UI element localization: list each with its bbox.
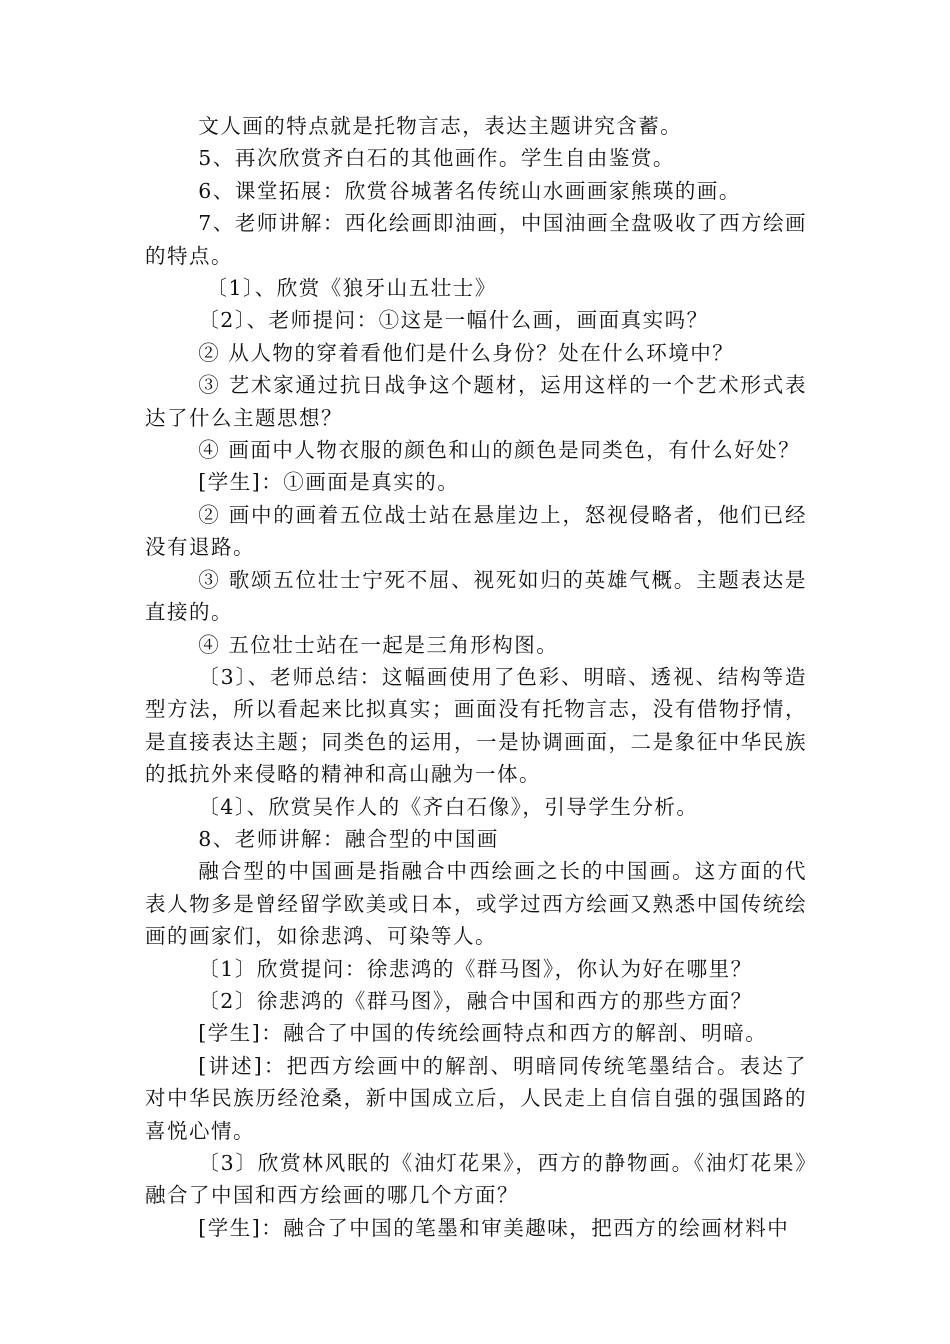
paragraph-14: 〔3〕、老师总结：这幅画使用了色彩、明暗、透视、结构等造型方法，所以看起来比拟真实；画面没有托物言志，没有借物抒情，是直接表达主题；同类色的运用，一是协调画面，二是象征中华民族的抵抗外来侵略的精神和高山融为一体。 bbox=[145, 664, 807, 787]
paragraph-8: ③ 艺术家通过抗日战争这个题材，运用这样的一个艺术形式表达了什么主题思想？ bbox=[145, 373, 807, 430]
paragraph-23: [学生]：融合了中国的笔墨和审美趣味，把西方的绘画材料中 bbox=[198, 1215, 790, 1240]
paragraph-6: 〔2〕、老师提问：①这是一幅什么画，画面真实吗？ bbox=[198, 308, 709, 333]
paragraph-4: 7、老师讲解：西化绘画即油画，中国油画全盘吸收了西方绘画的特点。 bbox=[145, 211, 807, 268]
paragraph-18: 〔1〕欣赏提问：徐悲鸿的《群马图》，你认为好在哪里？ bbox=[198, 956, 753, 981]
paragraph-21: [讲述]：把西方绘画中的解剖、明暗同传统笔墨结合。表达了对中华民族历经沧桑，新中国成立后，人民走上自信自强的强国路的喜悦心情。 bbox=[145, 1053, 807, 1143]
paragraph-3: 6、课堂拓展：欣赏谷城著名传统山水画画家熊瑛的画。 bbox=[198, 178, 741, 203]
paragraph-1: 文人画的特点就是托物言志，表达主题讲究含蓄。 bbox=[198, 114, 683, 138]
paragraph-19: 〔2〕徐悲鸿的《群马图》，融合中国和西方的那些方面？ bbox=[198, 988, 753, 1013]
paragraph-13: ④ 五位壮士站在一起是三角形构图。 bbox=[198, 632, 559, 657]
paragraph-15: 〔4〕、欣赏吴作人的《齐白石像》，引导学生分析。 bbox=[198, 794, 699, 819]
paragraph-10: [学生]：①画面是真实的。 bbox=[198, 470, 460, 495]
paragraph-5: 〔1〕、欣赏《狼牙山五壮士》 bbox=[206, 276, 497, 301]
paragraph-17: 融合型的中国画是指融合中西绘画之长的中国画。这方面的代表人物多是曾经留学欧美或日本，或学过西方绘画又熟悉中国传统绘画的画家们，如徐悲鸿、可染等人。 bbox=[145, 859, 807, 949]
paragraph-16: 8、老师讲解：融合型的中国画 bbox=[198, 826, 499, 851]
paragraph-9: ④ 画面中人物衣服的颜色和山的颜色是同类色，有什么好处？ bbox=[198, 438, 801, 463]
paragraph-20: [学生]：融合了中国的传统绘画特点和西方的解剖、明暗。 bbox=[198, 1021, 768, 1046]
paragraph-12: ③ 歌颂五位壮士宁死不屈、视死如归的英雄气概。主题表达是直接的。 bbox=[145, 567, 807, 625]
paragraph-11: ② 画中的画着五位战士站在悬崖边上，怒视侵略者，他们已经没有退路。 bbox=[145, 502, 807, 560]
paragraph-22: 〔3〕欣赏林风眠的《油灯花果》，西方的静物画。《油灯花果》融合了中国和西方绘画的哪几个方面？ bbox=[145, 1151, 807, 1208]
document-body bbox=[145, 110, 807, 1244]
paragraph-7: ② 从人物的穿着看他们是什么身份？处在什么环境中？ bbox=[198, 340, 735, 365]
paragraph-2: 5、再次欣赏齐白石的其他画作。学生自由鉴赏。 bbox=[198, 146, 675, 171]
